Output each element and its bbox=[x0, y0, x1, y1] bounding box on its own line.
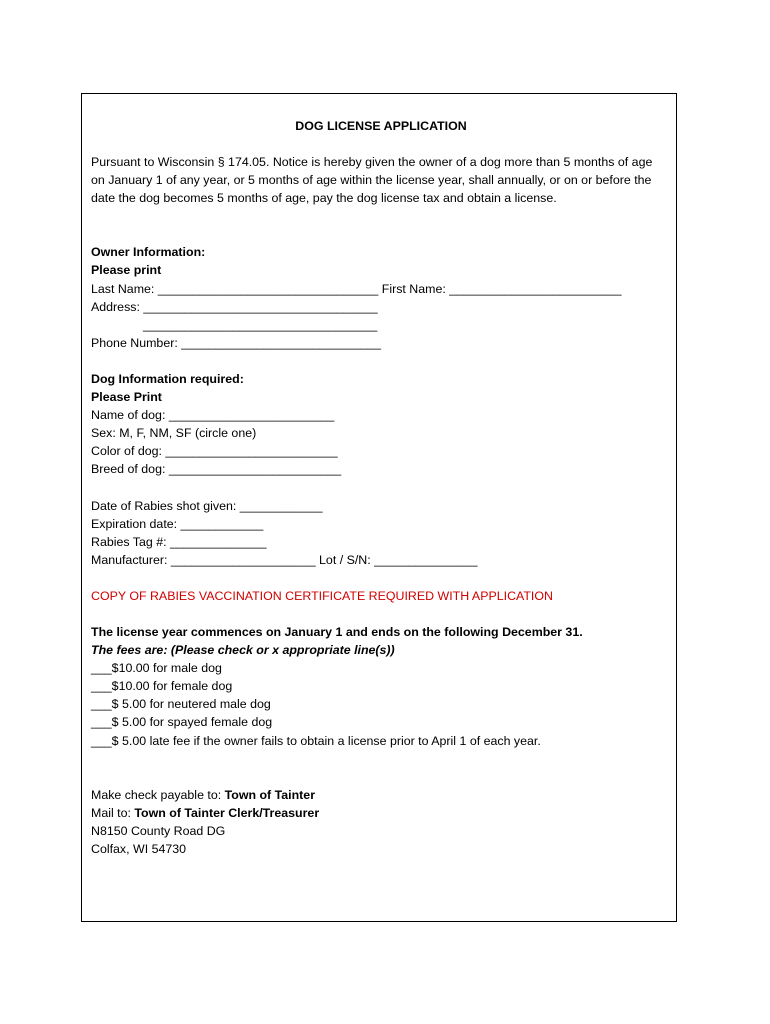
dog-name-field[interactable]: Name of dog: ________________________ bbox=[91, 408, 335, 423]
mail-recipient: Town of Tainter Clerk/Treasurer bbox=[134, 805, 320, 820]
fees-instructions: The fees are: (Please check or x appropriate line(s)) bbox=[91, 643, 395, 658]
fee-option-spayed-female[interactable]: ___$ 5.00 for spayed female dog bbox=[91, 715, 273, 730]
certificate-required-notice: COPY OF RABIES VACCINATION CERTIFICATE REQUIRED WITH APPLICATION bbox=[91, 588, 553, 603]
dog-sex-field[interactable]: Sex: M, F, NM, SF (circle one) bbox=[91, 426, 257, 441]
check-label: Make check payable to: bbox=[91, 787, 225, 802]
owner-phone-field[interactable]: Phone Number: _____________________________ bbox=[91, 335, 382, 350]
mail-to-line bbox=[91, 804, 669, 822]
mail-street: N8150 County Road DG bbox=[91, 823, 226, 838]
statutory-notice: Pursuant to Wisconsin § 174.05. Notice is hereby given the owner of a dog more than 5 months of age on January 1 of any year, or 5 months of age within the license year, shall annually, or on or before the date the dog becomes 5 months of age, pay the dog license tax and obtain a license. bbox=[91, 155, 653, 206]
rabies-manufacturer-field[interactable]: Manufacturer: _____________________ Lot / S/N: _______________ bbox=[91, 552, 478, 567]
fee-option-neutered-male[interactable]: ___$ 5.00 for neutered male dog bbox=[91, 697, 271, 712]
owner-heading: Owner Information: bbox=[91, 245, 206, 260]
rabies-expiration-field[interactable]: Expiration date: ____________ bbox=[91, 516, 264, 531]
fee-option-male[interactable]: ___$10.00 for male dog bbox=[91, 661, 222, 676]
fee-option-female[interactable]: ___$10.00 for female dog bbox=[91, 679, 233, 694]
form-title: DOG LICENSE APPLICATION bbox=[295, 119, 467, 133]
rabies-tag-field[interactable]: Rabies Tag #: ______________ bbox=[91, 534, 267, 549]
form-content bbox=[91, 117, 669, 858]
mail-label: Mail to: bbox=[91, 805, 135, 820]
license-year-text: The license year commences on January 1 and ends on the following December 31. bbox=[91, 624, 583, 639]
owner-address-line2-field[interactable]: __________________________________ bbox=[143, 317, 378, 332]
dog-subheading: Please Print bbox=[91, 390, 162, 405]
form-border bbox=[81, 93, 677, 922]
dog-heading: Dog Information required: bbox=[91, 371, 244, 386]
fee-option-late-fee[interactable]: ___$ 5.00 late fee if the owner fails to obtain a license prior to April 1 of each year. bbox=[91, 733, 541, 748]
rabies-date-field[interactable]: Date of Rabies shot given: ____________ bbox=[91, 498, 323, 513]
owner-name-field[interactable]: Last Name: ________________________________ First Name: _________________________ bbox=[91, 281, 622, 296]
dog-breed-field[interactable]: Breed of dog: _________________________ bbox=[91, 462, 342, 477]
owner-subheading: Please print bbox=[91, 263, 162, 278]
owner-address-field[interactable]: Address: __________________________________ bbox=[91, 299, 378, 314]
mail-city: Colfax, WI 54730 bbox=[91, 841, 187, 856]
check-payable-line bbox=[91, 786, 669, 804]
dog-color-field[interactable]: Color of dog: _________________________ bbox=[91, 444, 338, 459]
check-payee: Town of Tainter bbox=[224, 787, 316, 802]
